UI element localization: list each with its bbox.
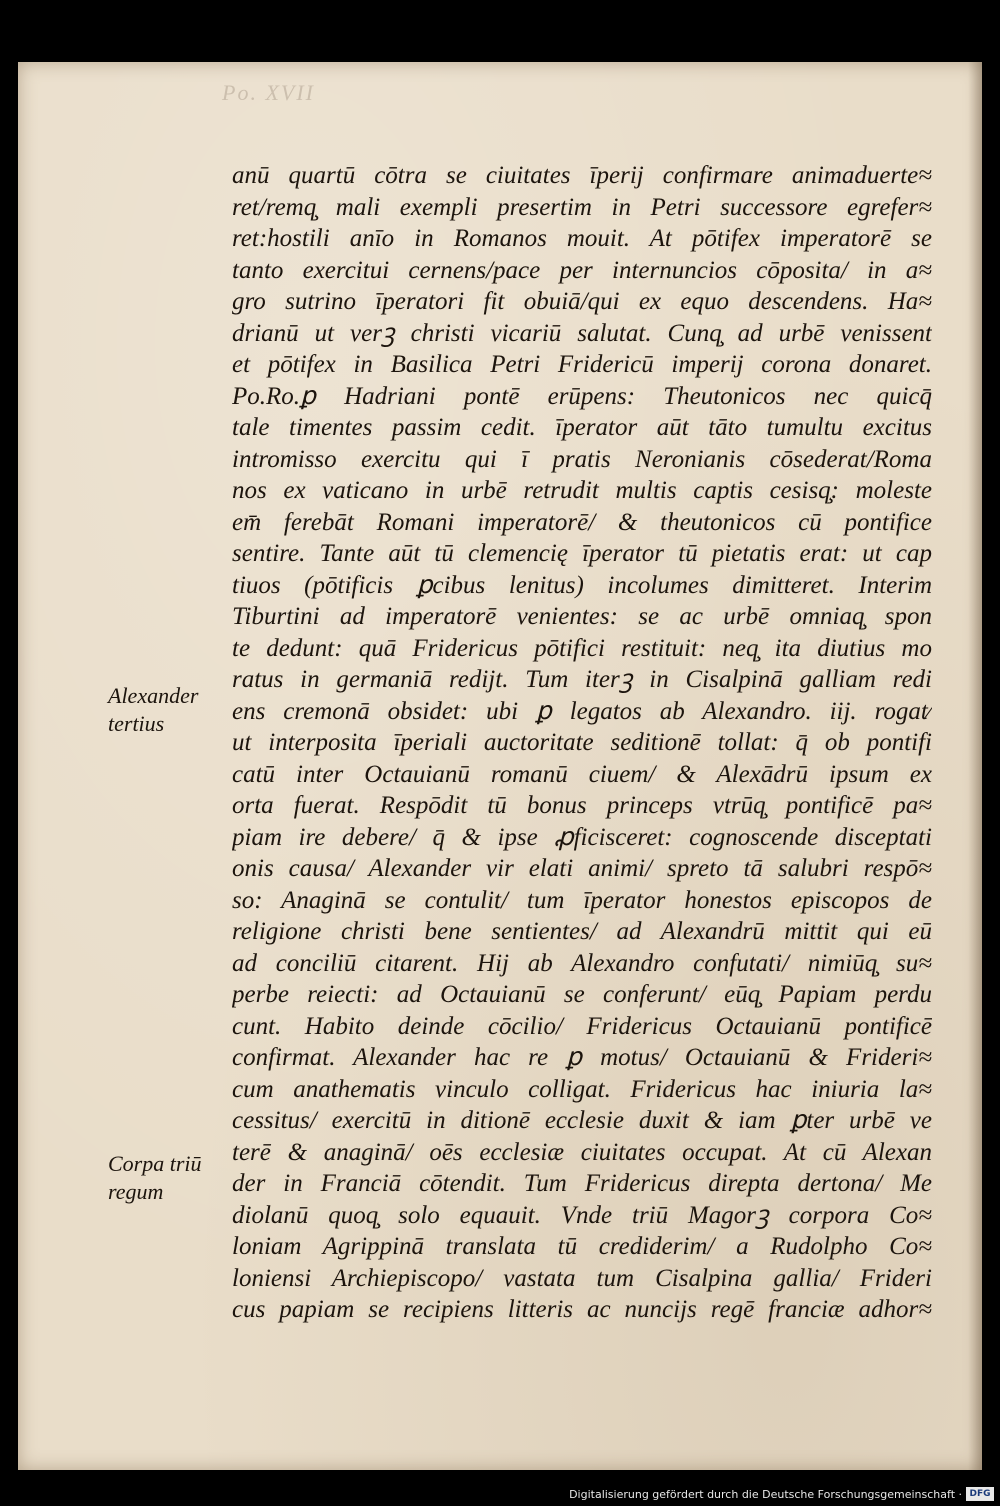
text-line: cessitus/ exercitū in ditionē ecclesie duxit & iam ꝑter urbē ve <box>232 1107 932 1134</box>
text-line: intromisso exercitu qui ī pratis Neronianis cōsederat/Roma <box>232 445 932 473</box>
text-line: perbe reiecti: ad Octauianū se conferunt/ eūq̧ Papiam perdu <box>232 981 932 1008</box>
text-line: drianū ut verꝫ christi vicariū salutat. Cunq̧ ad urbē venissent <box>232 319 932 347</box>
text-line: Po.Ro.ꝑ Hadriani pontē erūpens: Theutonicos nec quicq̄ <box>232 382 932 410</box>
text-line: sentire. Tante aūt tū clemencię īperator tū pietatis erat: ut cap <box>232 540 932 567</box>
text-line: cum anathematis vinculo colligat. Fridericus hac iniuria la≈ <box>232 1075 932 1103</box>
text-line: et pōtifex in Basilica Petri Fridericū imperij corona donaret. <box>232 351 932 378</box>
faint-running-header: Po. XVII <box>222 80 315 105</box>
text-line: cus papiam se recipiens litteris ac nuncijs regē franciæ adhor≈ <box>232 1296 932 1323</box>
text-line: ret:hostili anīo in Romanos mouit. At pōtifex imperatorē se <box>232 225 932 252</box>
marginal-note-line: Alexander <box>108 683 199 708</box>
footer-credit: Digitalisierung gefördert durch die Deutsche Forschungsgemeinschaft · <box>569 1488 962 1501</box>
dfg-logo-icon: DFG <box>966 1487 994 1501</box>
text-line: em̄ ferebāt Romani imperatorē/ & theutonicos cū pontifice <box>232 508 932 536</box>
text-line: piam ire debere/ q̄ & ipse ꝓficisceret: cognoscende disceptati <box>232 823 932 851</box>
text-line: orta fuerat. Respōdit tū bonus princeps vtrūq̧ pontificē pa≈ <box>232 792 932 819</box>
text-line: terē & anaginā/ oēs ecclesiæ ciuitates occupat. At cū Alexan <box>232 1138 932 1166</box>
text-line: diolanū quoq̧ solo equauit. Vnde triū Magorꝫ corpora Co≈ <box>232 1201 932 1229</box>
text-line: confirmat. Alexander hac re ꝑ motus/ Octauianū & Frideri≈ <box>232 1044 932 1071</box>
text-line: onis causa/ Alexander vir elati animi/ spreto tā salubri respō≈ <box>232 855 932 882</box>
text-line: religione christi bene sentientes/ ad Alexandrū mittit qui eū <box>232 918 932 945</box>
main-text-block <box>232 160 932 1326</box>
marginal-note-line: regum <box>108 1179 164 1204</box>
text-line: Tiburtini ad imperatorē venientes: se ac urbē omniaq̧ spon <box>232 603 932 630</box>
text-line: te dedunt: quā Fridericus pōtifici restituit: neq̧ ita diutius mo <box>232 634 932 662</box>
text-line: ad conciliū citarent. Hij ab Alexandro confutati/ nimiūq̧ su≈ <box>232 949 932 977</box>
marginal-note-alexander <box>108 682 228 738</box>
text-line: tanto exercitui cernens/pace per internuncios cōposita/ in a≈ <box>232 256 932 284</box>
text-line: der in Franciā cōtendit. Tum Fridericus direpta dertona/ Me <box>232 1170 932 1197</box>
text-line: tiuos (pōtificis ꝑcibus lenitus) incolumes dimitteret. Interim <box>232 571 932 599</box>
text-line: catū inter Octauianū romanū ciuem/ & Alexādrū ipsum ex <box>232 760 932 788</box>
text-line: nos ex vaticano in urbē retrudit multis captis cesisq̧: moleste <box>232 477 932 504</box>
text-line: loniensi Archiepiscopo/ vastata tum Cisalpina gallia/ Frideri <box>232 1264 932 1292</box>
marginal-note-line: tertius <box>108 711 165 736</box>
text-line: ret/remq̧ mali exempli presertim in Petri successore egrefer≈ <box>232 193 932 221</box>
page-edge-shadow <box>968 62 982 1470</box>
text-line: anū quartū cōtra se ciuitates īperij confirmare animaduerte≈ <box>232 162 932 189</box>
text-line: ens cremonā obsidet: ubi ꝑ legatos ab Alexandro. iij. rogat⁄ <box>232 697 932 725</box>
text-line: cunt. Habito deinde cōcilio/ Fridericus Octauianū pontificē <box>232 1012 932 1040</box>
text-line: ut interposita īperiali auctoritate seditionē tollat: q̄ ob pontifi <box>232 729 932 756</box>
text-line: gro sutrino īperatori fit obuiā/qui ex equo descendens. Ha≈ <box>232 288 932 315</box>
text-line: loniam Agrippinā translata tū crediderim/ a Rudolpho Co≈ <box>232 1233 932 1260</box>
text-line: so: Anaginā se contulit/ tum īperator honestos episcopos de <box>232 886 932 914</box>
marginal-note-corpora <box>108 1150 228 1206</box>
text-line: ratus in germaniā redijt. Tum iterꝫ in Cisalpinā galliam redi <box>232 666 932 693</box>
text-line: tale timentes passim cedit. īperator aūt tāto tumultu excitus <box>232 414 932 441</box>
marginal-note-line: Corpa triū <box>108 1151 202 1176</box>
